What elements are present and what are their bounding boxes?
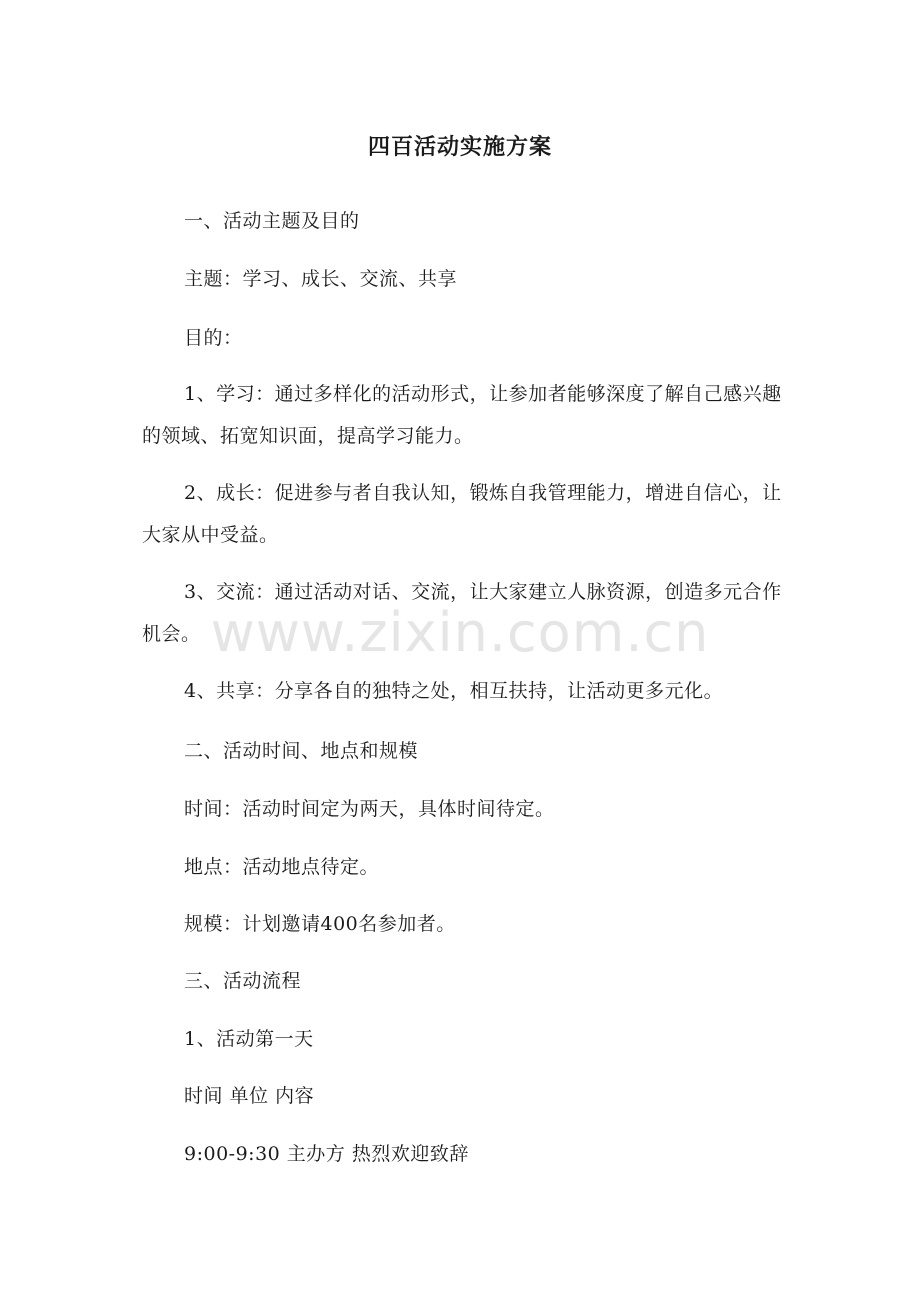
schedule-table-header: 时间 单位 内容 [184,1085,315,1107]
day1-heading: 1、活动第一天 [184,1028,314,1050]
scale-line: 规模：计划邀请400名参加者。 [184,913,456,935]
purpose-label: 目的： [184,327,243,349]
purpose-item-growth: 2、成长：促进参与者自我认知，锻炼自我管理能力，增进自信心，让大家从中受益。 [142,482,782,546]
place-line: 地点：活动地点待定。 [184,856,380,878]
watermark: www.zixin.com.cn [210,601,710,664]
theme-line: 主题：学习、成长、交流、共享 [184,268,458,290]
section3-heading: 三、活动流程 [184,970,302,992]
purpose-item-exchange: 3、交流：通过活动对话、交流，让大家建立人脉资源，创造多元合作机会。 [142,581,782,645]
document-title: 四百活动实施方案 [367,135,552,160]
purpose-item-sharing: 4、共享：分享各自的独特之处，相互扶持，让活动更多元化。 [184,680,724,702]
purpose-item-learning: 1、学习：通过多样化的活动形式，让参加者能够深度了解自己感兴趣的领域、拓宽知识面，提高学习能力。 [142,383,782,447]
schedule-row: 9:00-9:30 主办方 热烈欢迎致辞 [184,1143,469,1165]
section1-heading: 一、活动主题及目的 [184,210,360,232]
section2-heading: 二、活动时间、地点和规模 [184,740,419,762]
time-line: 时间：活动时间定为两天，具体时间待定。 [184,798,555,820]
